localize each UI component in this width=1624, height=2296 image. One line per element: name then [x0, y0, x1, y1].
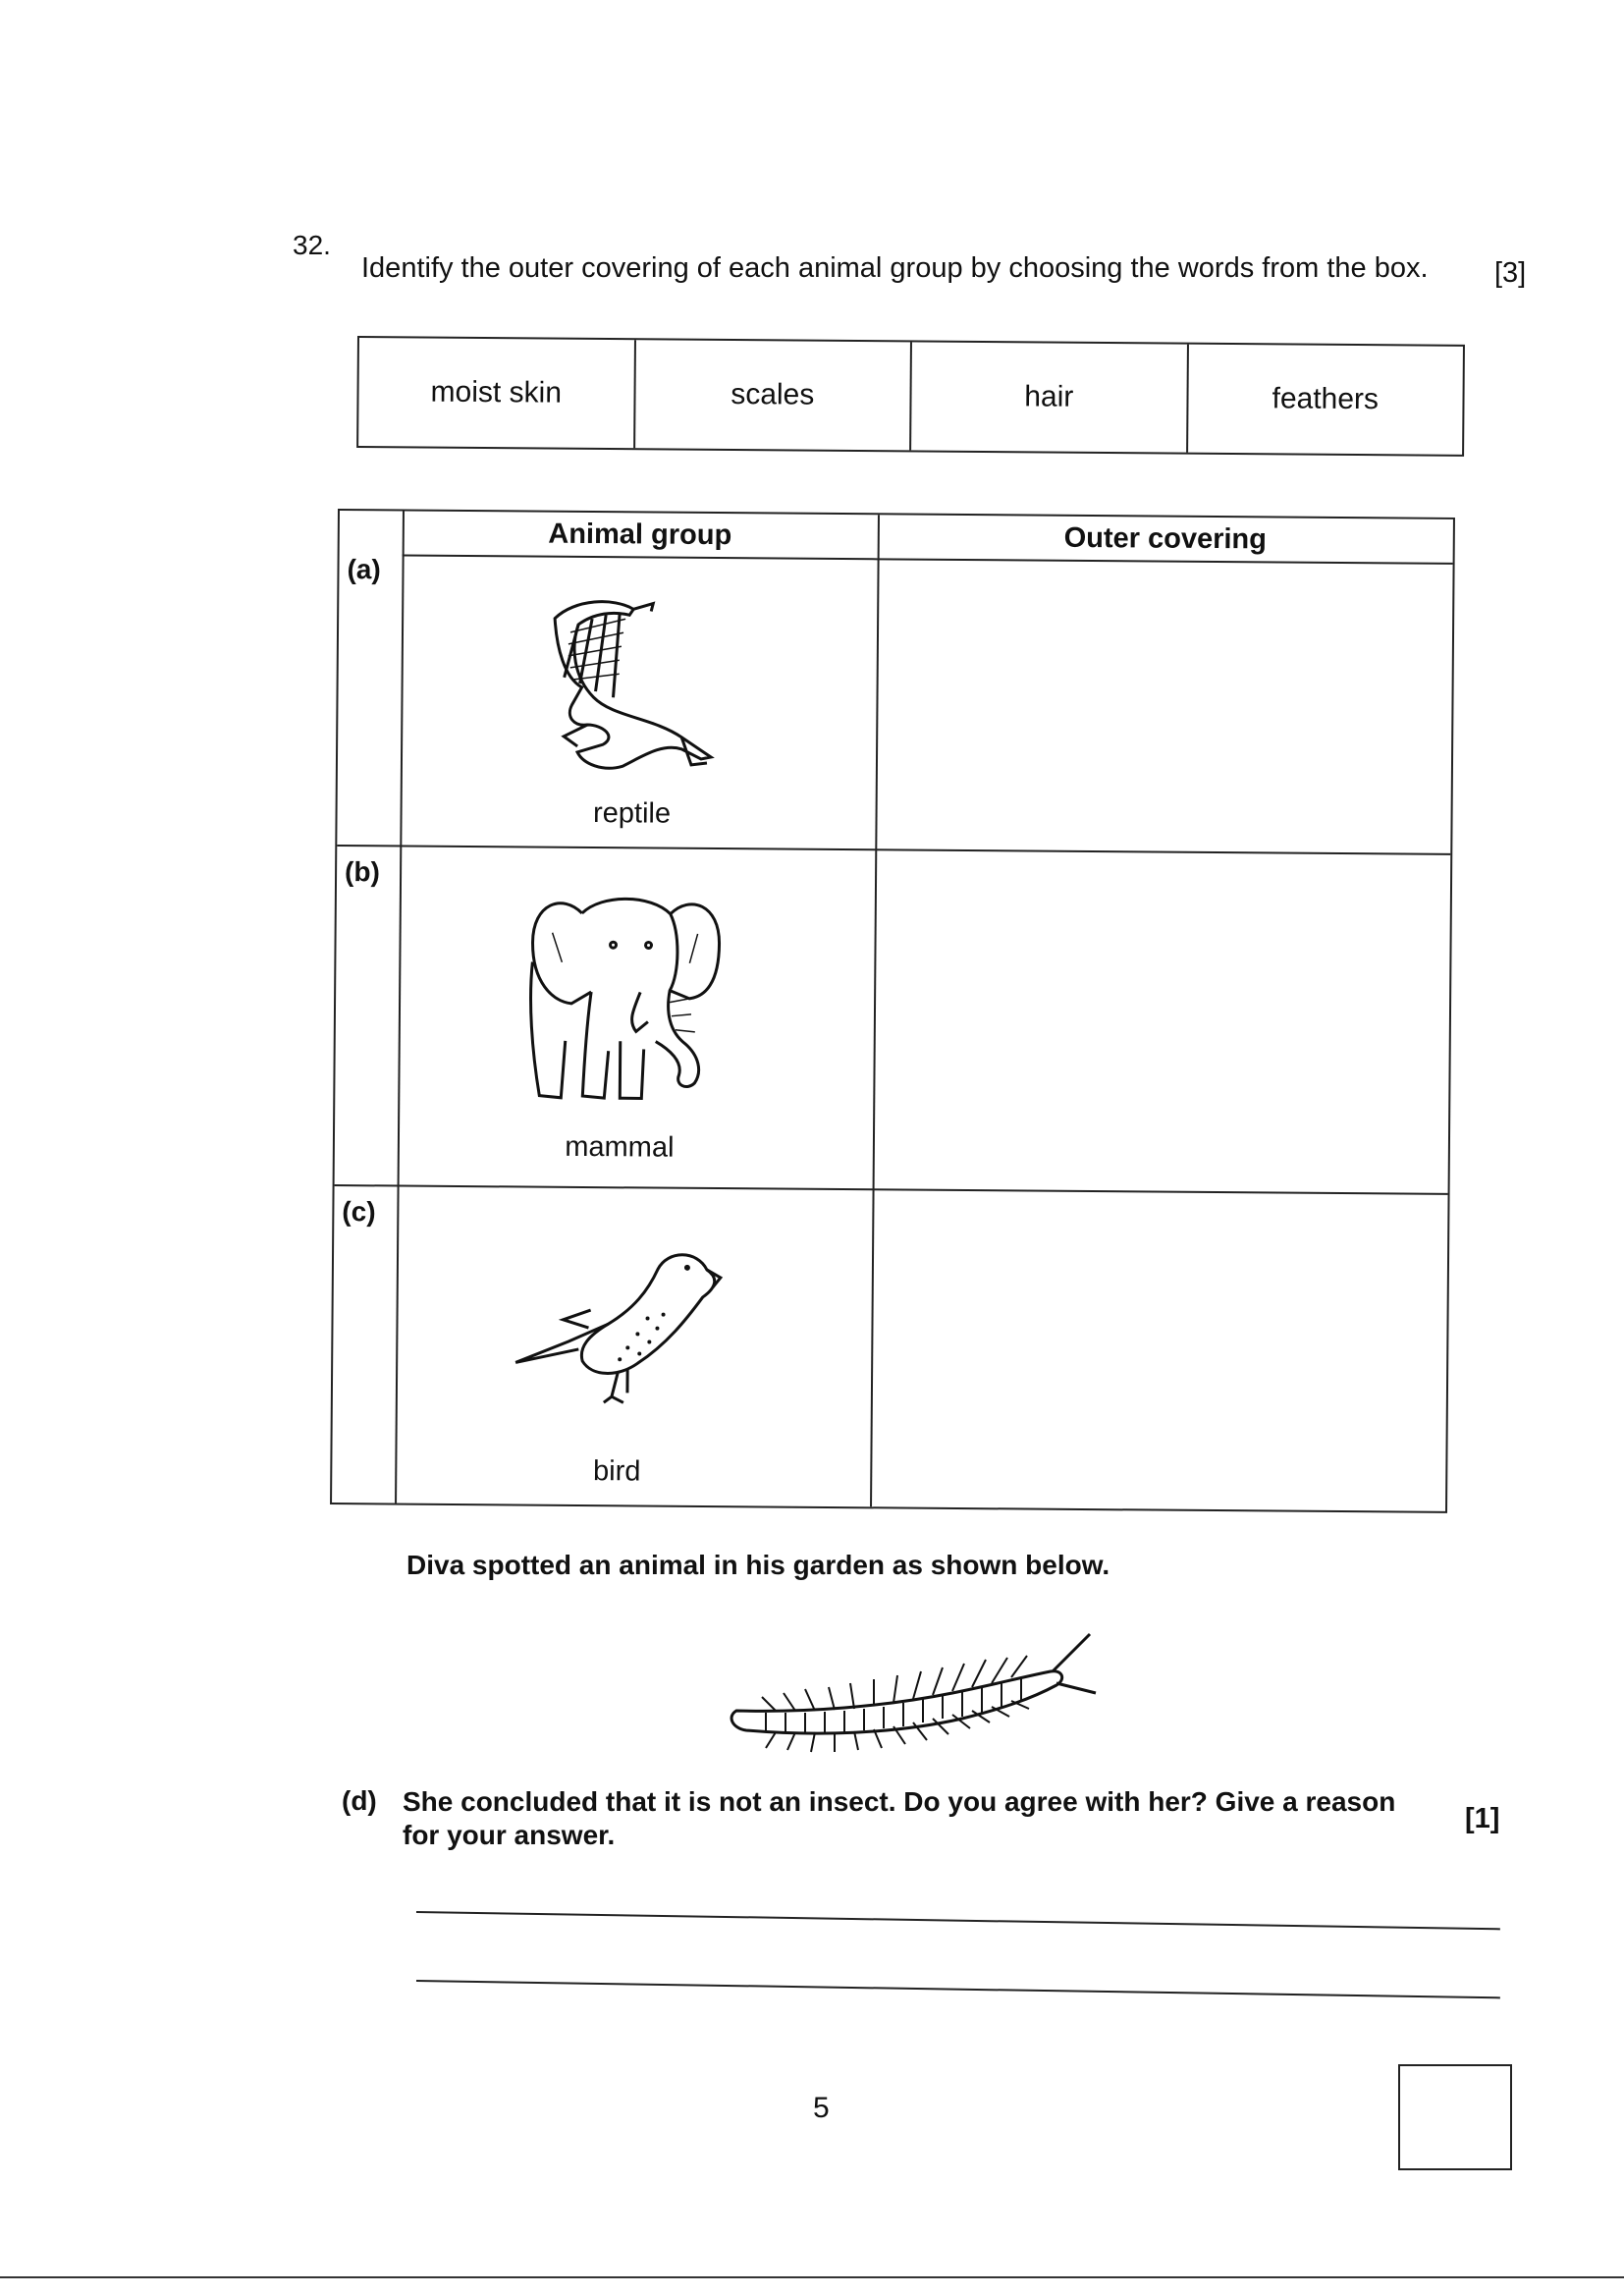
answer-line[interactable]	[416, 1980, 1500, 1998]
footer-rule	[0, 2276, 1624, 2278]
row-label-b: (b)	[344, 856, 380, 888]
part-d-marks: [1]	[1465, 1803, 1500, 1834]
word-feathers: feathers	[1272, 382, 1380, 416]
row-label-a: (a)	[347, 554, 381, 585]
group-label-mammal: mammal	[565, 1130, 675, 1164]
row-label-c: (c)	[342, 1196, 376, 1228]
answer-field-a[interactable]	[896, 574, 1429, 833]
parrot-icon	[510, 1238, 736, 1417]
intro-text: Diva spotted an animal in his garden as shown below.	[406, 1550, 1110, 1580]
word-moist-skin: moist skin	[358, 338, 635, 448]
row-divider	[335, 1184, 1448, 1195]
answer-field-b[interactable]	[894, 868, 1427, 1167]
table-divider	[870, 515, 880, 1506]
group-label-bird: bird	[592, 1455, 641, 1488]
crocodile-icon	[534, 589, 732, 788]
part-d-text: She concluded that it is not an insect. Do you agree with her? Give a reason for your answer.	[403, 1786, 1396, 1850]
answer-line[interactable]	[416, 1911, 1500, 1930]
part-d-label: (d)	[342, 1785, 377, 1816]
question-marks: [3]	[1494, 257, 1527, 289]
table-divider	[395, 512, 405, 1503]
header-animal-group: Animal group	[403, 512, 878, 561]
word-scales: scales	[635, 340, 912, 450]
question-number: 32.	[293, 230, 331, 260]
header-outer-covering: Outer covering	[878, 515, 1453, 565]
question-text: Identify the outer covering of each animal group by choosing the words from the box.	[361, 252, 1429, 284]
centipede-icon	[727, 1628, 1100, 1756]
answer-table	[330, 509, 1455, 1513]
answer-field-c[interactable]	[892, 1208, 1424, 1487]
group-label-reptile: reptile	[592, 797, 672, 830]
word-hair: hair	[911, 342, 1188, 452]
elephant-icon	[521, 873, 730, 1111]
row-divider	[337, 845, 1450, 855]
score-box[interactable]	[1398, 2064, 1512, 2170]
word-box	[356, 336, 1465, 457]
page-number: 5	[813, 2092, 830, 2124]
